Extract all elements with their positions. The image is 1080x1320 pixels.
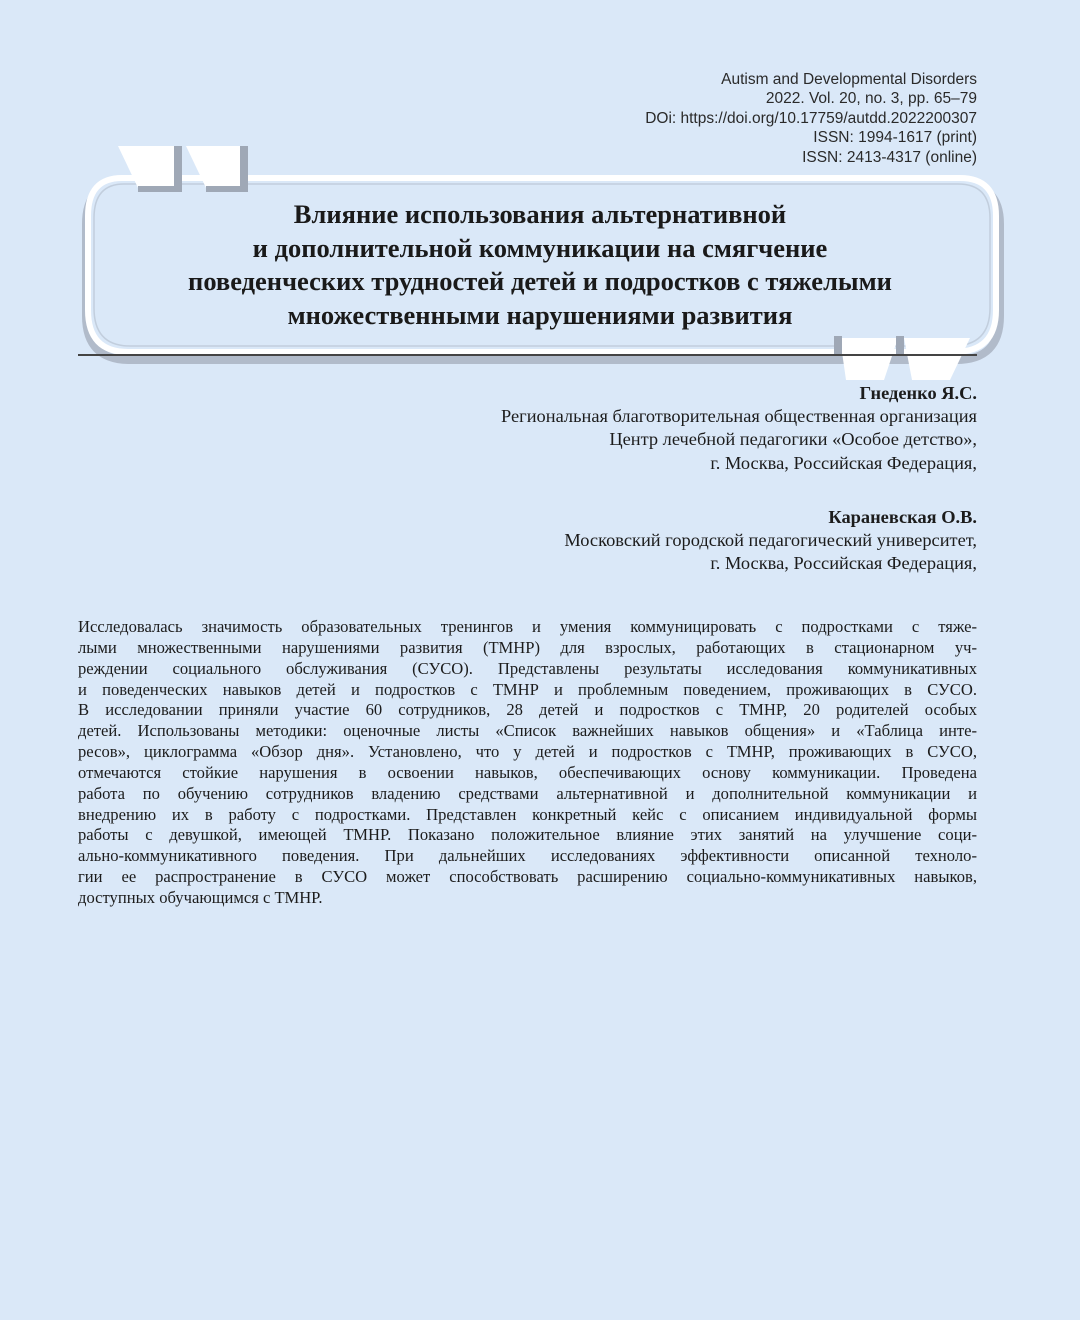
author-affiliation: г. Москва, Российская Федерация, bbox=[710, 452, 977, 473]
author-affiliation: г. Москва, Российская Федерация, bbox=[710, 553, 977, 574]
abstract-line: и поведенческих навыков детей и подростков с ТМНР и проблемным поведением, проживающих в СУСО. bbox=[78, 679, 977, 699]
abstract-line: лыми множественными нарушениями развития (ТМНР) для взрослых, работающих в стационарном уч- bbox=[78, 637, 977, 657]
abstract-line: ально-коммуникативного поведения. При дальнейших исследованиях эффективности описанной техноло- bbox=[78, 846, 977, 866]
abstract-line: реждении социального обслуживания (СУСО). Представлены результаты исследования коммуникативных bbox=[78, 658, 977, 678]
authors-block bbox=[501, 382, 977, 575]
journal-issn-online: ISSN: 2413-4317 (online) bbox=[802, 148, 977, 166]
abstract-line: В исследовании приняли участие 60 сотрудников, 28 детей и подростков с ТМНР, 20 родителей особых bbox=[78, 700, 977, 720]
author-affiliation: Московский городской педагогический университет, bbox=[564, 530, 977, 551]
abstract-line: гии ее распространение в СУСО может способствовать расширению социально-коммуникативных навыков, bbox=[78, 867, 977, 887]
paper-title bbox=[100, 198, 980, 332]
abstract-line: работа по обучению сотрудников владению средствами альтернативной и дополнительной коммуникации и bbox=[78, 783, 977, 803]
abstract-line: работы с девушкой, имеющей ТМНР. Показано положительное влияние этих занятий на улучшение соци- bbox=[78, 825, 977, 845]
author-name: Гнеденко Я.С. bbox=[859, 383, 977, 403]
abstract-line: ресов», циклограмма «Обзор дня». Установлено, что у детей и подростков с ТМНР, проживающих в СУСО, bbox=[78, 742, 977, 762]
journal-issn-print: ISSN: 1994-1617 (print) bbox=[813, 129, 977, 147]
title-line: и дополнительной коммуникации на смягчение bbox=[252, 232, 828, 263]
title-divider bbox=[78, 354, 977, 356]
abstract-line: отмечаются стойкие нарушения в освоении навыков, обеспечивающих основу коммуникации. Проведена bbox=[78, 762, 977, 782]
journal-issue: 2022. Vol. 20, no. 3, pp. 65–79 bbox=[765, 90, 977, 108]
journal-name: Autism and Developmental Disorders bbox=[721, 71, 977, 88]
title-line: Влияние использования альтернативной bbox=[293, 199, 787, 229]
author-name: Караневская О.В. bbox=[828, 506, 977, 527]
title-line: поведенческих трудностей детей и подростков с тяжелыми bbox=[188, 266, 892, 296]
title-line: множественными нарушениями развития bbox=[287, 299, 793, 330]
author-affiliation: Центр лечебной педагогики «Особое детство», bbox=[609, 429, 977, 450]
abstract bbox=[78, 617, 977, 909]
abstract-line: внедрению их в работу с подростками. Представлен конкретный кейс с описанием индивидуальной формы bbox=[78, 804, 977, 824]
abstract-line: доступных обучающимся с ТМНР. bbox=[78, 887, 323, 907]
journal-doi[interactable]: DOi: https://doi.org/10.17759/autdd.2022200307 bbox=[645, 109, 977, 127]
abstract-line: Исследовалась значимость образовательных тренингов и умения коммуницировать с подростками с тяже- bbox=[78, 617, 977, 636]
abstract-line: детей. Использованы методики: оценочные листы «Список важнейших навыков общения» и «Таблица инте- bbox=[78, 721, 977, 741]
author-affiliation: Региональная благотворительная общественная организация bbox=[501, 406, 977, 427]
